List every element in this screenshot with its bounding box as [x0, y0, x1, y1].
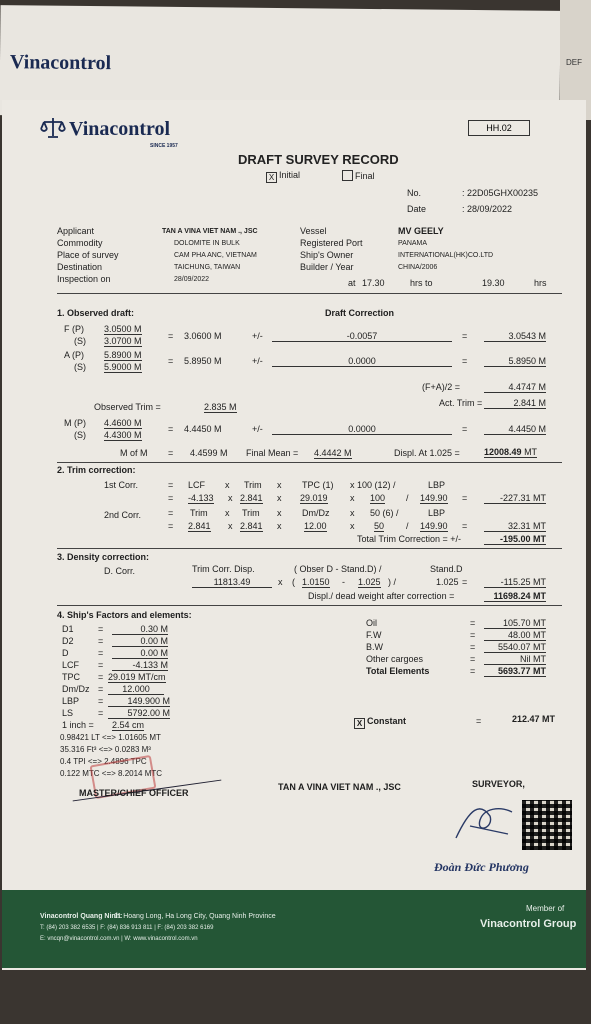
element-value: 48.00 MT	[484, 630, 546, 641]
divider	[57, 548, 562, 549]
factor-value: 0.30 M	[112, 624, 168, 635]
date-label: Date	[407, 204, 427, 214]
destination-label: Destination	[57, 262, 103, 272]
r3-trim1: Trim	[190, 508, 208, 518]
total-trim-label: Total Trim Correction = +/-	[357, 534, 462, 544]
corner-sheet: DEF	[560, 0, 591, 120]
first-corr-label: 1st Corr.	[104, 480, 139, 490]
footer-address: 11 Hoang Long, Ha Long City, Quang Ninh Province	[114, 913, 276, 920]
trim-eq4: =	[168, 521, 174, 531]
d-close: ) /	[388, 577, 396, 587]
place-value: CAM PHA ANC, VIETNAM	[174, 252, 257, 259]
underlying-logo: Vinacontrol	[9, 51, 112, 75]
builder-label: Builder / Year	[300, 262, 354, 272]
r1-lcf: LCF	[188, 480, 206, 490]
m-correction: 0.0000	[272, 424, 452, 435]
factor-value: -4.133 M	[112, 660, 168, 671]
r1-lbp: LBP	[428, 480, 446, 490]
report-number: 22D05GHX00235	[467, 188, 539, 198]
displ-value	[484, 447, 537, 458]
no-label: No.	[407, 188, 422, 198]
r4-50: 50	[374, 521, 385, 531]
r3-lbp: LBP	[428, 508, 446, 518]
trim-eq2: =	[168, 493, 174, 503]
report-date: 28/09/2022	[467, 204, 513, 214]
r3-x2: x	[277, 508, 282, 518]
factor-value: 0.00 M	[112, 636, 168, 647]
final-mean-label: Final Mean =	[246, 448, 299, 458]
r1-x1: x	[225, 480, 230, 490]
factor-key: D1	[62, 624, 74, 634]
ms-label: (S)	[74, 430, 86, 440]
inch-value: 2.54 cm	[112, 720, 145, 730]
footer	[2, 890, 586, 968]
mp-label: M (P)	[64, 418, 86, 428]
a-result: 5.8950 M	[484, 356, 546, 367]
conversion-lt: 0.98421 LT <=> 1.01605 MT	[60, 733, 161, 742]
since-label: SINCE 1957	[150, 143, 178, 149]
commodity-value: DOLOMITE IN BULK	[174, 240, 240, 247]
applicant-value: TAN A VINA VIET NAM ., JSC	[162, 228, 258, 235]
element-value: Nil MT	[484, 654, 546, 665]
after-correction-label: Displ./ dead weight after correction =	[308, 591, 455, 601]
constant-value: 212.47 MT	[512, 714, 556, 724]
r1-100: x 100 (12) /	[350, 480, 396, 490]
d-open: (	[292, 577, 295, 587]
ms-value: 4.4300 M	[104, 430, 142, 440]
r1-tpc: TPC (1)	[302, 480, 334, 490]
r4-x2: x	[277, 521, 282, 531]
surveyor-name: Đoàn Đức Phương	[434, 860, 529, 874]
section1-title: 1. Observed draft:	[57, 308, 135, 318]
f-mean: 3.0600 M	[184, 331, 222, 341]
mofm-label: M of M	[120, 448, 148, 458]
constant-label: Constant	[367, 716, 406, 726]
signing-company: TAN A VINA VIET NAM ., JSC	[278, 782, 401, 792]
r2-trim: 2.841	[240, 493, 263, 503]
hrs-to-label: hrs to	[410, 278, 433, 288]
inspection-value: 28/09/2022	[174, 276, 210, 283]
factor-key: TPC	[62, 672, 80, 682]
trim-eq3: =	[168, 508, 174, 518]
applicant-label: Applicant	[57, 226, 95, 236]
builder-value: CHINA/2006	[398, 264, 438, 271]
page-title: DRAFT SURVEY RECORD	[238, 152, 399, 167]
r4-eq: =	[462, 521, 468, 531]
r2-lbp: 149.90	[420, 493, 448, 503]
r4-slash: /	[406, 521, 409, 531]
as-value: 5.9000 M	[104, 362, 142, 372]
act-trim-label: Act. Trim =	[439, 398, 483, 408]
master-label: MASTER/CHIEF OFFICER	[79, 788, 189, 798]
obs-stand-label: ( Obser D - Stand.D) /	[294, 564, 382, 574]
constant-eq: =	[476, 716, 482, 726]
obs-density: 1.0150	[302, 577, 330, 587]
fs-label: (S)	[74, 336, 86, 346]
after-correction-value: 11698.24 MT	[484, 591, 546, 602]
a-eq2: =	[462, 356, 468, 366]
dcorr-label: D. Corr.	[104, 566, 136, 576]
final-mean-value: 4.4442 M	[314, 448, 352, 458]
fp-label: F (P)	[64, 324, 84, 334]
obs-trim-label: Observed Trim =	[94, 402, 161, 412]
to-time: 19.30	[482, 278, 505, 288]
second-corr-label: 2nd Corr.	[104, 510, 142, 520]
r4-lbp: 149.90	[420, 521, 448, 531]
footer-web[interactable]: E: vncqn@vinacontrol.com.vn | W: www.vinacontrol.com.vn	[40, 936, 198, 942]
r3-trim2: Trim	[242, 508, 260, 518]
r2-100: 100	[370, 493, 386, 503]
final-label: Final	[355, 171, 375, 181]
place-label: Place of survey	[57, 250, 119, 260]
obs-trim-value: 2.835 M	[204, 402, 237, 412]
initial-label: Initial	[279, 170, 301, 180]
r3-50: 50 (6) /	[370, 508, 399, 518]
a-mean: 5.8950 M	[184, 356, 222, 366]
final-checkbox[interactable]	[342, 170, 353, 181]
d-eq: =	[462, 577, 468, 587]
r2-eq: =	[462, 493, 468, 503]
owner-label: Ship's Owner	[300, 250, 354, 260]
r2-slash: /	[406, 493, 409, 503]
divider	[57, 462, 562, 463]
vessel-value: MV GEELY	[398, 226, 444, 236]
section4-title: 4. Ship's Factors and elements:	[57, 610, 192, 620]
divider	[57, 605, 562, 606]
element-key: Oil	[366, 618, 377, 628]
mofm-value: 4.4599 M	[190, 448, 228, 458]
factor-value: 149.900 M	[108, 696, 170, 707]
a-pm: +/-	[252, 356, 263, 366]
factor-value: 29.019 MT/cm	[108, 672, 166, 682]
footer-branch: Vinacontrol Quang Ninh:	[40, 913, 123, 920]
section2-title: 2. Trim correction:	[57, 465, 136, 475]
trim-corr-disp-label: Trim Corr. Disp.	[192, 564, 255, 574]
r1-trim: Trim	[244, 480, 262, 490]
r1-x2: x	[277, 480, 282, 490]
r4-dmdz: 12.00	[304, 521, 327, 531]
fp-value: 3.0500 M	[104, 324, 142, 334]
d-minus: -	[342, 577, 345, 587]
a-correction: 0.0000	[272, 356, 452, 367]
footer-member: Member of	[526, 904, 565, 913]
r4-trim1: 2.841	[188, 521, 211, 531]
factor-value: 5792.00 M	[108, 708, 170, 719]
m-result: 4.4450 M	[484, 424, 546, 435]
factor-key: LBP	[62, 696, 80, 706]
factor-key: LS	[62, 708, 74, 718]
surveyor-signature	[450, 798, 520, 848]
second-correction: 32.31 MT	[484, 521, 546, 532]
owner-value: INTERNATIONAL(HK)CO.LTD	[398, 252, 494, 259]
company-name: Vinacontrol	[69, 118, 171, 140]
density-correction: -115.25 MT	[484, 577, 546, 588]
hrs-label: hrs	[534, 278, 547, 288]
fa2-label: (F+A)/2 =	[422, 382, 461, 392]
destination-value: TAICHUNG, TAIWAN	[174, 264, 241, 271]
element-key: Total Elements	[366, 666, 430, 676]
surveyor-label: SURVEYOR,	[472, 779, 525, 789]
f-result: 3.0543 M	[484, 331, 546, 342]
initial-checkbox[interactable]: X	[266, 172, 277, 183]
mofm-eq: =	[168, 448, 174, 458]
r4-trim2: 2.841	[240, 521, 263, 531]
factor-key: D2	[62, 636, 74, 646]
std-density2: 1.025	[436, 577, 459, 587]
commodity-label: Commodity	[57, 238, 103, 248]
total-elements: 5693.77 MT	[484, 666, 546, 677]
trim-corr-disp: 11813.49	[192, 577, 272, 588]
conversion-mtc: 0.122 MTC <=> 8.2014 MTC	[60, 769, 163, 778]
first-correction: -227.31 MT	[484, 493, 546, 504]
act-trim-value: 2.841 M	[484, 398, 546, 409]
inspection-label: Inspection on	[57, 274, 111, 284]
ap-value: 5.8900 M	[104, 350, 142, 360]
draft-survey-page: Vinacontrol SINCE 1957 HH.02 DRAFT SURVEY RECORD X Initial Final No. : 22D05GHX00235 Date : 28/09/2022 Applicant Commodity Place of survey Destination Inspection on TAN A VINA VIET NAM ., JSC DOLOMITE IN BULK CAM PHA ANC, VIETNAM TAICHUNG, TAIWAN 28/09/2022 Vessel Registered Port Ship's Owner Builder / Year MV GEELY PANAMA INTERNATIONAL(HK)CO.LTD CHINA/2006 at 17.30 hrs to 19.30 hrs 1. Observed draft: Draft Correction F (P) 3.0500 M (S) 3.0700 M = 3.0600 M +/- -0.0057 = 3.0543 M A (P) 5.8900 M (S) 5.9000 M = 5.8950 M +/- 0.0000 = 5.8950 M (F+A)/2 = 4.4747 M Act. Trim = 2.841 M Observed Trim = 2.835 M M (P) 4.4600 M (S) 4.4300 M = 4.4450 M +/- 0.0000 = 4.4450 M M of M = 4.4599 M Final Mean = 4.4442 M Displ. At 1.025 = 12008.49 MT 2. Trim correction: 1st Corr. 2nd Corr. = LCF x Trim x TPC (1) x 100 (12) / LBP = -4.133 x 2.841 x 29.019 x 100 / 149.90 = -227.31 MT = Trim x Trim x Dm/Dz x 50 (6) / LBP = 2.841 x 2.841 x 12.00 x 50 / 149.90 = 32.31 MT Total Trim Correction = +/- -195.00 MT 3. Density correction: D. Corr. Trim Corr. Disp. ( Obser D - Stand.D) / Stand.D 11813.49 x ( 1.0150 - 1.025 ) / 1.025 = -115.25 MT Displ./ dead weight after correction = 11698.24 MT 4. Ship's Factors and elements: D1 = 0.30 M D2 = 0.00 M D = 0.00 M LCF = -4.133 M TPC = 29.019 MT/cm Dm/Dz = 12.000 LBP = 149.900 M LS = 5792.00 M 1 inch = 2.54 cm 0.98421 LT <=> 1.01605 MT 35.316 Ft³ <=> 0.0283 M³ 0.4 TPI <=> 2.4896 TPC 0.122 MTC <=> 8.2014 MTC Oil = 105.70 MT F.W = 48.00 MT B.W = 5540.07 MT Other cargoes = Nil MT Total Elements = 5693.77 MT X Constant = 212.47 MT MASTER/CHIEF OFFICER TAN A VINA VIET NAM ., JSC SURVEYOR, Đoàn Đức Phương Vinacontrol Quang Ninh: 11 Hoang Long, Ha Long City, Quang Ninh Province T: (84) 203 382 6535 | F: (84) 836 913 811 | F: (84) 203 382 6169 E: vncqn@vinacontrol.com.vn | W: www.vinacontrol.com.vn Member of Vinacontrol Group	[2, 100, 586, 970]
element-value: 105.70 MT	[484, 618, 546, 629]
factor-key: D	[62, 648, 69, 658]
port-value: PANAMA	[398, 240, 428, 247]
final-option[interactable]	[342, 170, 375, 181]
r2-lcf: -4.133	[188, 493, 214, 503]
trim-eq1: =	[168, 480, 174, 490]
r3-x3: x	[350, 508, 355, 518]
f-eq2: =	[462, 331, 468, 341]
r3-dmdz: Dm/Dz	[302, 508, 330, 518]
f-correction: -0.0057	[272, 331, 452, 342]
m-eq: =	[168, 424, 174, 434]
element-value: 5540.07 MT	[484, 642, 546, 653]
element-key: F.W	[366, 630, 382, 640]
no-value: : 22D05GHX00235	[462, 188, 539, 198]
std-density: 1.025	[358, 577, 381, 587]
conversion-ft3: 35.316 Ft³ <=> 0.0283 M³	[60, 745, 151, 754]
conversion-tpi: 0.4 TPI <=> 2.4896 TPC	[60, 757, 147, 766]
m-pm: +/-	[252, 424, 263, 434]
ap-label: A (P)	[64, 350, 85, 360]
factor-value: 12.000	[108, 684, 164, 695]
r2-x3: x	[350, 493, 355, 503]
total-trim-value: -195.00 MT	[484, 534, 546, 545]
element-key: B.W	[366, 642, 383, 652]
at-label: at	[348, 278, 356, 288]
f-eq: =	[168, 331, 174, 341]
element-key: Other cargoes	[366, 654, 424, 664]
scales-logo-icon	[40, 116, 66, 140]
at-time: 17.30	[362, 278, 385, 288]
as-label: (S)	[74, 362, 86, 372]
mp-value: 4.4600 M	[104, 418, 142, 428]
footer-group: Vinacontrol Group	[480, 918, 577, 930]
d-x: x	[278, 577, 283, 587]
a-eq: =	[168, 356, 174, 366]
fs-value: 3.0700 M	[104, 336, 142, 346]
r2-x2: x	[277, 493, 282, 503]
vessel-label: Vessel	[300, 226, 327, 236]
r2-tpc: 29.019	[300, 493, 328, 503]
inch-label: 1 inch =	[62, 720, 94, 730]
section3-title: 3. Density correction:	[57, 552, 150, 562]
m-eq2: =	[462, 424, 468, 434]
displ-label: Displ. At 1.025 =	[394, 448, 460, 458]
constant-checkbox[interactable]: X	[354, 718, 365, 729]
form-code: HH.02	[468, 120, 530, 136]
factor-value: 0.00 M	[112, 648, 168, 659]
divider	[57, 293, 562, 294]
f-pm: +/-	[252, 331, 263, 341]
r4-x1: x	[228, 521, 233, 531]
qr-code	[522, 800, 572, 850]
fa2-value: 4.4747 M	[484, 382, 546, 393]
r4-x3: x	[350, 521, 355, 531]
r3-x1: x	[225, 508, 230, 518]
r2-x1: x	[228, 493, 233, 503]
port-label: Registered Port	[300, 238, 363, 248]
displ-unit: MT	[524, 447, 538, 457]
displacement: 12008.49	[484, 447, 522, 457]
constant-row	[354, 716, 406, 729]
stand-d-label: Stand.D	[430, 564, 463, 574]
date-value: : 28/09/2022	[462, 204, 513, 214]
factor-key: Dm/Dz	[62, 684, 90, 694]
vinacontrol-logo	[40, 116, 170, 141]
initial-option[interactable]	[266, 170, 300, 183]
m-mean: 4.4450 M	[184, 424, 222, 434]
factor-key: LCF	[62, 660, 80, 670]
draft-correction-title: Draft Correction	[325, 308, 395, 318]
footer-phone: T: (84) 203 382 6535 | F: (84) 836 913 811 | F: (84) 203 382 6169	[40, 925, 214, 931]
